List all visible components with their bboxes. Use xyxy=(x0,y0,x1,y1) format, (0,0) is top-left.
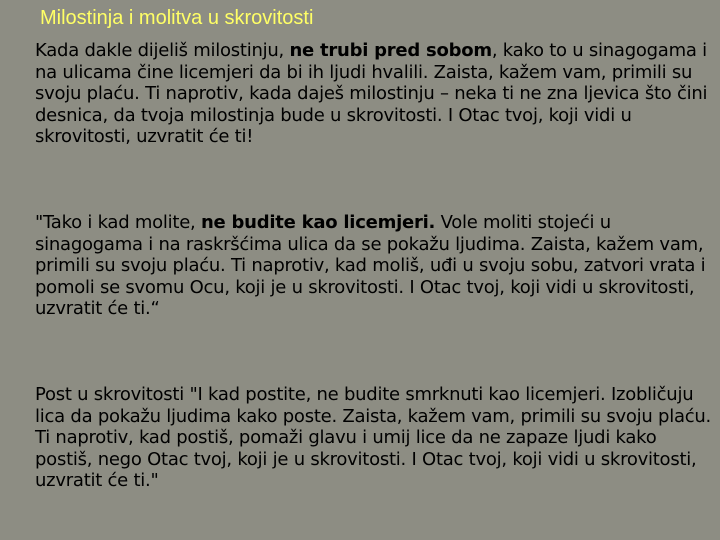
paragraph-almsgiving xyxy=(35,40,718,148)
emphasis-text: ne budite kao licemjeri. xyxy=(200,212,436,233)
paragraph-text: Post u skrovitosti "I kad postite, ne budite smrknuti kao licemjeri. Izobličuju lica da pokažu ljudima kako poste. Zaista, kažem vam, primili su svoju plaću. Ti naprotiv, kad postiš, pomaži glavu i umij lice da ne zapaze ljudi kako postiš, nego Otac tvoj, koji je u skrovitosti. I Otac tvoj, koji vidi u skrovitosti, uzvratit će ti." xyxy=(35,384,711,491)
slide-title: Milostinja i molitva u skrovitosti xyxy=(40,7,314,29)
paragraph-fasting xyxy=(35,384,718,492)
paragraph-prayer xyxy=(35,212,718,320)
paragraph-text: "Tako i kad molite, xyxy=(35,212,201,233)
paragraph-text: Vole moliti stojeći u sinagogama i na raskršćima ulica da se pokažu ljudima. Zaista, kažem vam, primili su svoju plaću. Ti naprotiv, kad moliš, uđi u svoju sobu, zatvori vrata i pomoli se svomu Ocu, koji je u skrovitosti. I Otac tvoj, koji vidi u skrovitosti, uzvratit će ti.“ xyxy=(35,212,706,319)
emphasis-text: ne trubi pred sobom xyxy=(289,40,492,61)
paragraph-text: , kako to u sinagogama i na ulicama čine licemjeri da bi ih ljudi hvalili. Zaista, kažem vam, primili su svoju plaću. Ti naprotiv, kada daješ milostinju – neka ti ne zna ljevica što čini desnica, da tvoja milostinja bude u skrovitosti. I Otac tvoj, koji vidi u skrovitosti, uzvratit će ti! xyxy=(35,40,708,147)
paragraph-text: Kada dakle dijeliš milostinju, xyxy=(35,40,290,61)
